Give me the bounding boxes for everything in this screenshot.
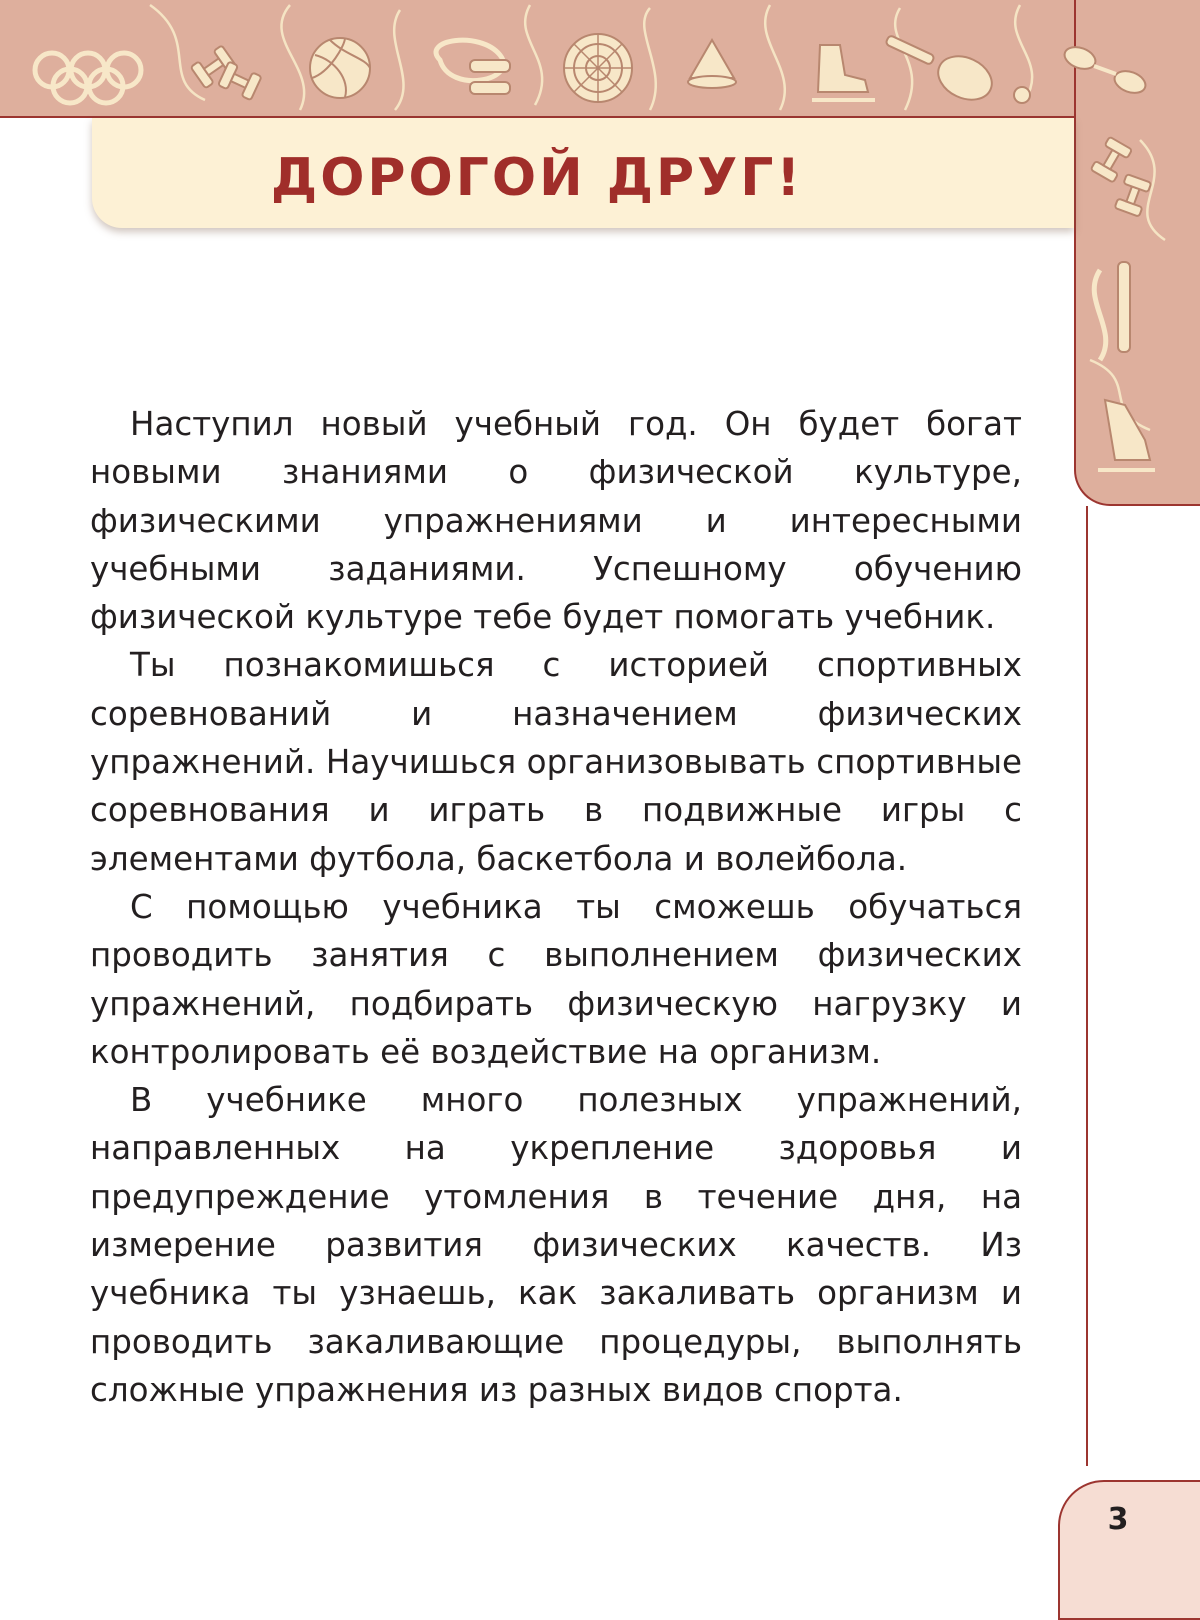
ice-skate-icon (812, 45, 875, 100)
goggles-icon (1062, 43, 1149, 97)
paragraph-1: Наступил новый учебный год. Он будет богат новыми знаниями о физической культуре, физическими упражнениями и интересными учебными заданиями. Успешному обучению физической культуре тебе будет помогать учебник. (90, 405, 1022, 637)
page-title: ДОРОГОЙ ДРУГ! (270, 148, 804, 208)
body-text (90, 400, 1022, 1414)
decor-string (394, 10, 403, 110)
decor-string (765, 5, 785, 110)
paragraph-3: С помощью учебника ты сможешь обучаться проводить занятия с выполнением физических упражнений, подбирать физическую нагрузку и контролировать её воздействие на организм. (90, 887, 1022, 1071)
paragraph-4: В учебнике много полезных упражнений, направленных на укрепление здоровья и предупреждение утомления в течение дня, на измерение развития физических качеств. Из учебника ты узнаешь, как закаливать организм и проводить закаливающие процедуры, выполнять сложные упражнения из разных видов спорта. (90, 1081, 1022, 1409)
page-number: 3 (1107, 1502, 1129, 1537)
paragraph-2: Ты познакомишься с историей спортивных соревнований и назначением физических упражнений. Научишься организовывать спортивные соревнования и играть в подвижные игры с элементами футбола, баскетбола и волейбола. (90, 646, 1022, 878)
olympic-rings-icon (35, 53, 141, 103)
decor-string (895, 8, 912, 110)
volleyball-icon (310, 38, 370, 98)
decor-string (644, 8, 656, 110)
dartboard-icon (564, 34, 632, 102)
right-margin-rule (1086, 506, 1088, 1466)
side-dumbbells-icon (1091, 137, 1152, 217)
decor-string (525, 5, 542, 105)
page-number-tab (1058, 1480, 1200, 1620)
decor-string (281, 5, 304, 110)
dumbbells-icon (191, 45, 262, 100)
shuttlecock-icon (688, 40, 736, 88)
decor-string (1015, 5, 1032, 100)
side-ice-skate-icon (1098, 400, 1155, 470)
decor-string (150, 5, 205, 100)
jump-rope-icon (436, 40, 510, 94)
side-jump-rope-icon (1094, 262, 1130, 360)
tennis-racket-icon (885, 35, 1030, 108)
